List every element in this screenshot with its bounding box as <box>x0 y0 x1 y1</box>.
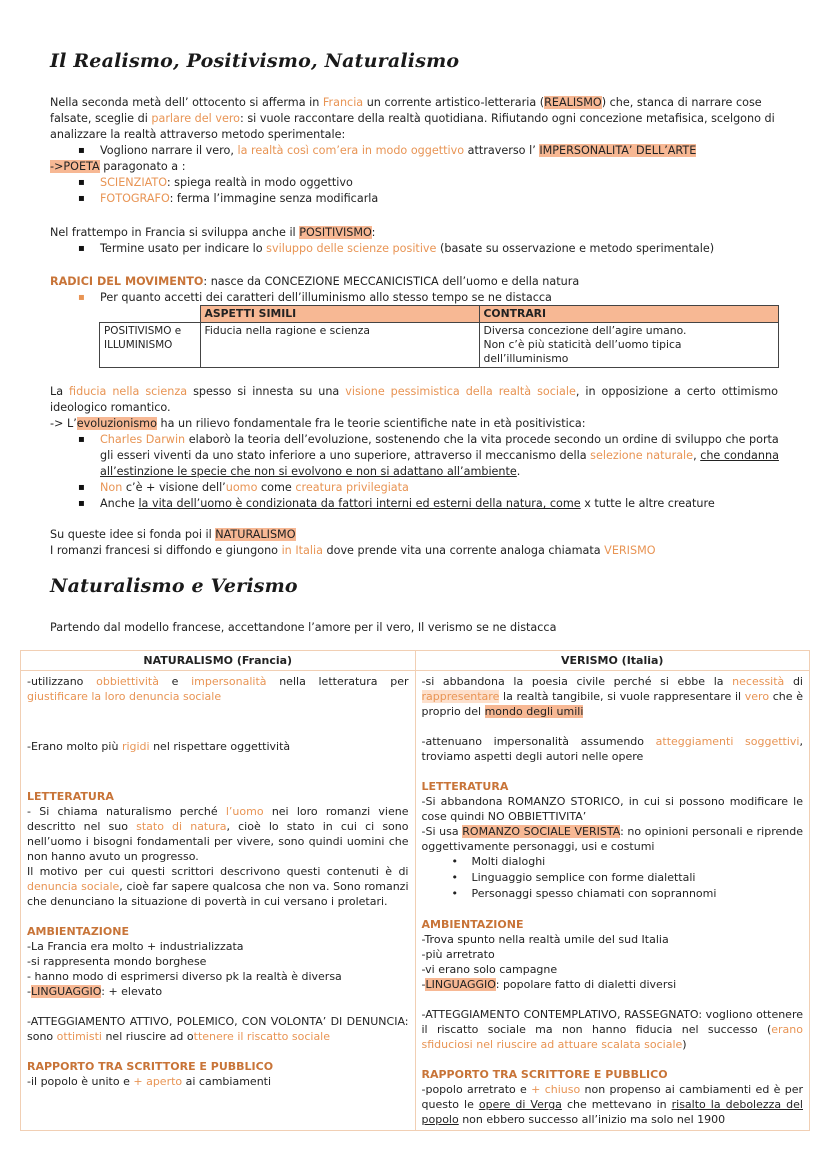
comparison-table <box>20 650 810 1131</box>
positivismo-section <box>50 225 778 257</box>
section-title: Naturalismo e Verismo <box>50 575 298 597</box>
list-item: • Linguaggio semplice con forme dialettali <box>422 870 804 886</box>
naturalismo-cell: -utilizzano obbiettività e impersonalità nella letteratura per giustificare la loro denuncia sociale -Erano molto più rigidi nel rispettare oggettività LETTERATURA - Si chiama naturalismo perché l’uomo nei loro romanzi viene descritto nel suo stato di natura, cioè lo stato in cui ci sono nell’uomo i bisogni fondamentali per vivere, sono quindi uomini che non hanno avuto un progresso. Il motivo per cui questi scrittori descrivono questi contenuti è di denuncia sociale, cioè far sapere qualcosa che non va. Sono romanzi che denunciano la situazione di povertà in cui versano i proletari. AMBIENTAZIONE -La Francia era molto + industrializzata -si rappresenta mondo borghese - hanno modo di esprimersi diverso pk la realtà è diversa -LINGUAGGIO: + elevato -ATTEGGIAMENTO ATTIVO, POLEMICO, CON VOLONTA’ DI DENUNCIA: sono ottimisti nel riuscire ad ottenere il riscatto sociale RAPPORTO TRA SCRITTORE E PUBBLICO -il popolo è unito e + aperto ai cambiamenti <box>21 671 416 1131</box>
table-header: VERISMO (Italia) <box>415 651 810 671</box>
evoluzionismo-line: -> L’evoluzionismo ha un rilievo fondamentale fra le teorie scientifiche nate in età positivistica: <box>50 417 586 430</box>
table-header: NATURALISMO (Francia) <box>21 651 416 671</box>
naturalismo-intro <box>50 527 778 559</box>
intro-line: analizzare la realtà attraverso metodo sperimentale: <box>50 128 346 141</box>
subtitle: Partendo dal modello francese, accettandone l’amore per il vero, Il verismo se ne distacca <box>50 621 557 634</box>
list-item: ▪ Anche la vita dell’uomo è condizionata da fattori interni ed esterni della natura, come x tutte le altre creature <box>50 496 778 512</box>
list-item: ▪ Vogliono narrare il vero, la realtà così com’era in modo oggettivo attraverso l’ IMPERSONALITA’ DELL’ARTE <box>50 143 778 159</box>
positivismo-line: Nel frattempo in Francia si sviluppa anche il POSITIVISMO: <box>50 226 376 239</box>
radici-section <box>50 274 778 306</box>
intro-line: Nella seconda metà dell’ ottocento si afferma in Francia un corrente artistico-letteraria (REALISMO) che, stanca di narrare cose <box>50 96 762 109</box>
naturalismo-line: I romanzi francesi si diffondo e giungono in Italia dove prende vita una corrente analoga chiamata VERISMO <box>50 544 656 557</box>
page-title: Il Realismo, Positivismo, Naturalismo <box>50 50 460 72</box>
fiducia-line: La fiducia nella scienza spesso si innesta su una visione pessimistica della realtà sociale, in opposizione a certo ottimismo <box>50 385 778 398</box>
radici-line: RADICI DEL MOVIMENTO: nasce da CONCEZIONE MECCANICISTICA dell’uomo e della natura <box>50 275 580 288</box>
fiducia-line: ideologico romantico. <box>50 401 171 414</box>
table-row <box>100 323 779 368</box>
list-item: ▪ Non c’è + visione dell’uomo come creatura privilegiata <box>50 480 778 496</box>
list-item: ▪ FOTOGRAFO: ferma l’immagine senza modificarla <box>50 191 778 207</box>
naturalismo-line: Su queste idee si fonda poi il NATURALISMO <box>50 528 296 541</box>
verismo-cell: -si abbandona la poesia civile perché si ebbe la necessità di rappresentare la realtà tangibile, si vuole rappresentare il vero che è proprio del mondo degli umili -attenuano impersonalità assumendo atteggiamenti soggettivi, troviamo aspetti degli autori nelle opere LETTERATURA -Si abbandona ROMANZO STORICO, in cui si possono modificare le cose quindi NO OBBIETTIVITA’ -Si usa ROMANZO SOCIALE VERISTA: no opinioni personali e riprende oggettivamente personaggi, usi e costumi • Molti dialoghi • Linguaggio semplice con forme dialettali • Personaggi spesso chiamati con soprannomi AMBIENTAZIONE -Trova spunto nella realtà umile del sud Italia -più arretrato -vi erano solo campagne -LINGUAGGIO: popolare fatto di dialetti diversi -ATTEGGIAMENTO CONTEMPLATIVO, RASSEGNATO: vogliono ottenere il riscatto sociale ma non hanno fiducia nel successo (erano sfiduciosi nel riuscire ad attuare scalata sociale) RAPPORTO TRA SCRITTORE E PUBBLICO -popolo arretrato e + chiuso non propenso ai cambiamenti ed è per questo le opere di Verga che mettevano in risalto la debolezza del popolo non ebbero successo all’inizio ma solo nel 1900 <box>415 671 810 1131</box>
list-item-cont: all’estinzione le specie che non si evolvono e non si adattano all’ambiente. <box>100 465 521 478</box>
table-cell: Diversa concezione dell’agire umano. Non c’è più staticità dell’uomo tipica dell’illuminismo <box>479 323 779 368</box>
list-item: ▪ Per quanto accetti dei caratteri dell’illuminismo allo stesso tempo se ne distacca <box>50 290 778 306</box>
list-item: ▪ Charles Darwin elaborò la teoria dell’evoluzione, sostenendo che la vita procede secondo un ordine di sviluppo che porta <box>50 432 778 448</box>
similarity-table <box>99 305 779 368</box>
intro-section <box>50 95 778 207</box>
table-cell: POSITIVISMO e ILLUMINISMO <box>100 323 201 368</box>
list-item-cont: gli esseri viventi da uno stato inferiore a uno superiore, attraverso il meccanismo della selezione naturale, che condanna <box>100 449 779 462</box>
table-row <box>21 671 810 1131</box>
list-item: • Molti dialoghi <box>422 854 804 870</box>
list-item: ▪ SCIENZIATO: spiega realtà in modo oggettivo <box>50 175 778 191</box>
poeta-line: ->POETA paragonato a : <box>50 160 186 173</box>
intro-line: falsate, sceglie di parlare del vero: si vuole raccontare della realtà quotidiana. Rifiutando ogni concezione metafisica, scelgono di <box>50 112 775 125</box>
list-item: • Personaggi spesso chiamati con soprannomi <box>422 886 804 902</box>
table-cell: Fiducia nella ragione e scienza <box>200 323 479 368</box>
fiducia-section <box>50 384 778 512</box>
table-header: CONTRARI <box>479 306 779 323</box>
table-header: ASPETTI SIMILI <box>200 306 479 323</box>
list-item: ▪ Termine usato per indicare lo sviluppo delle scienze positive (basate su osservazione e metodo sperimentale) <box>50 241 778 257</box>
